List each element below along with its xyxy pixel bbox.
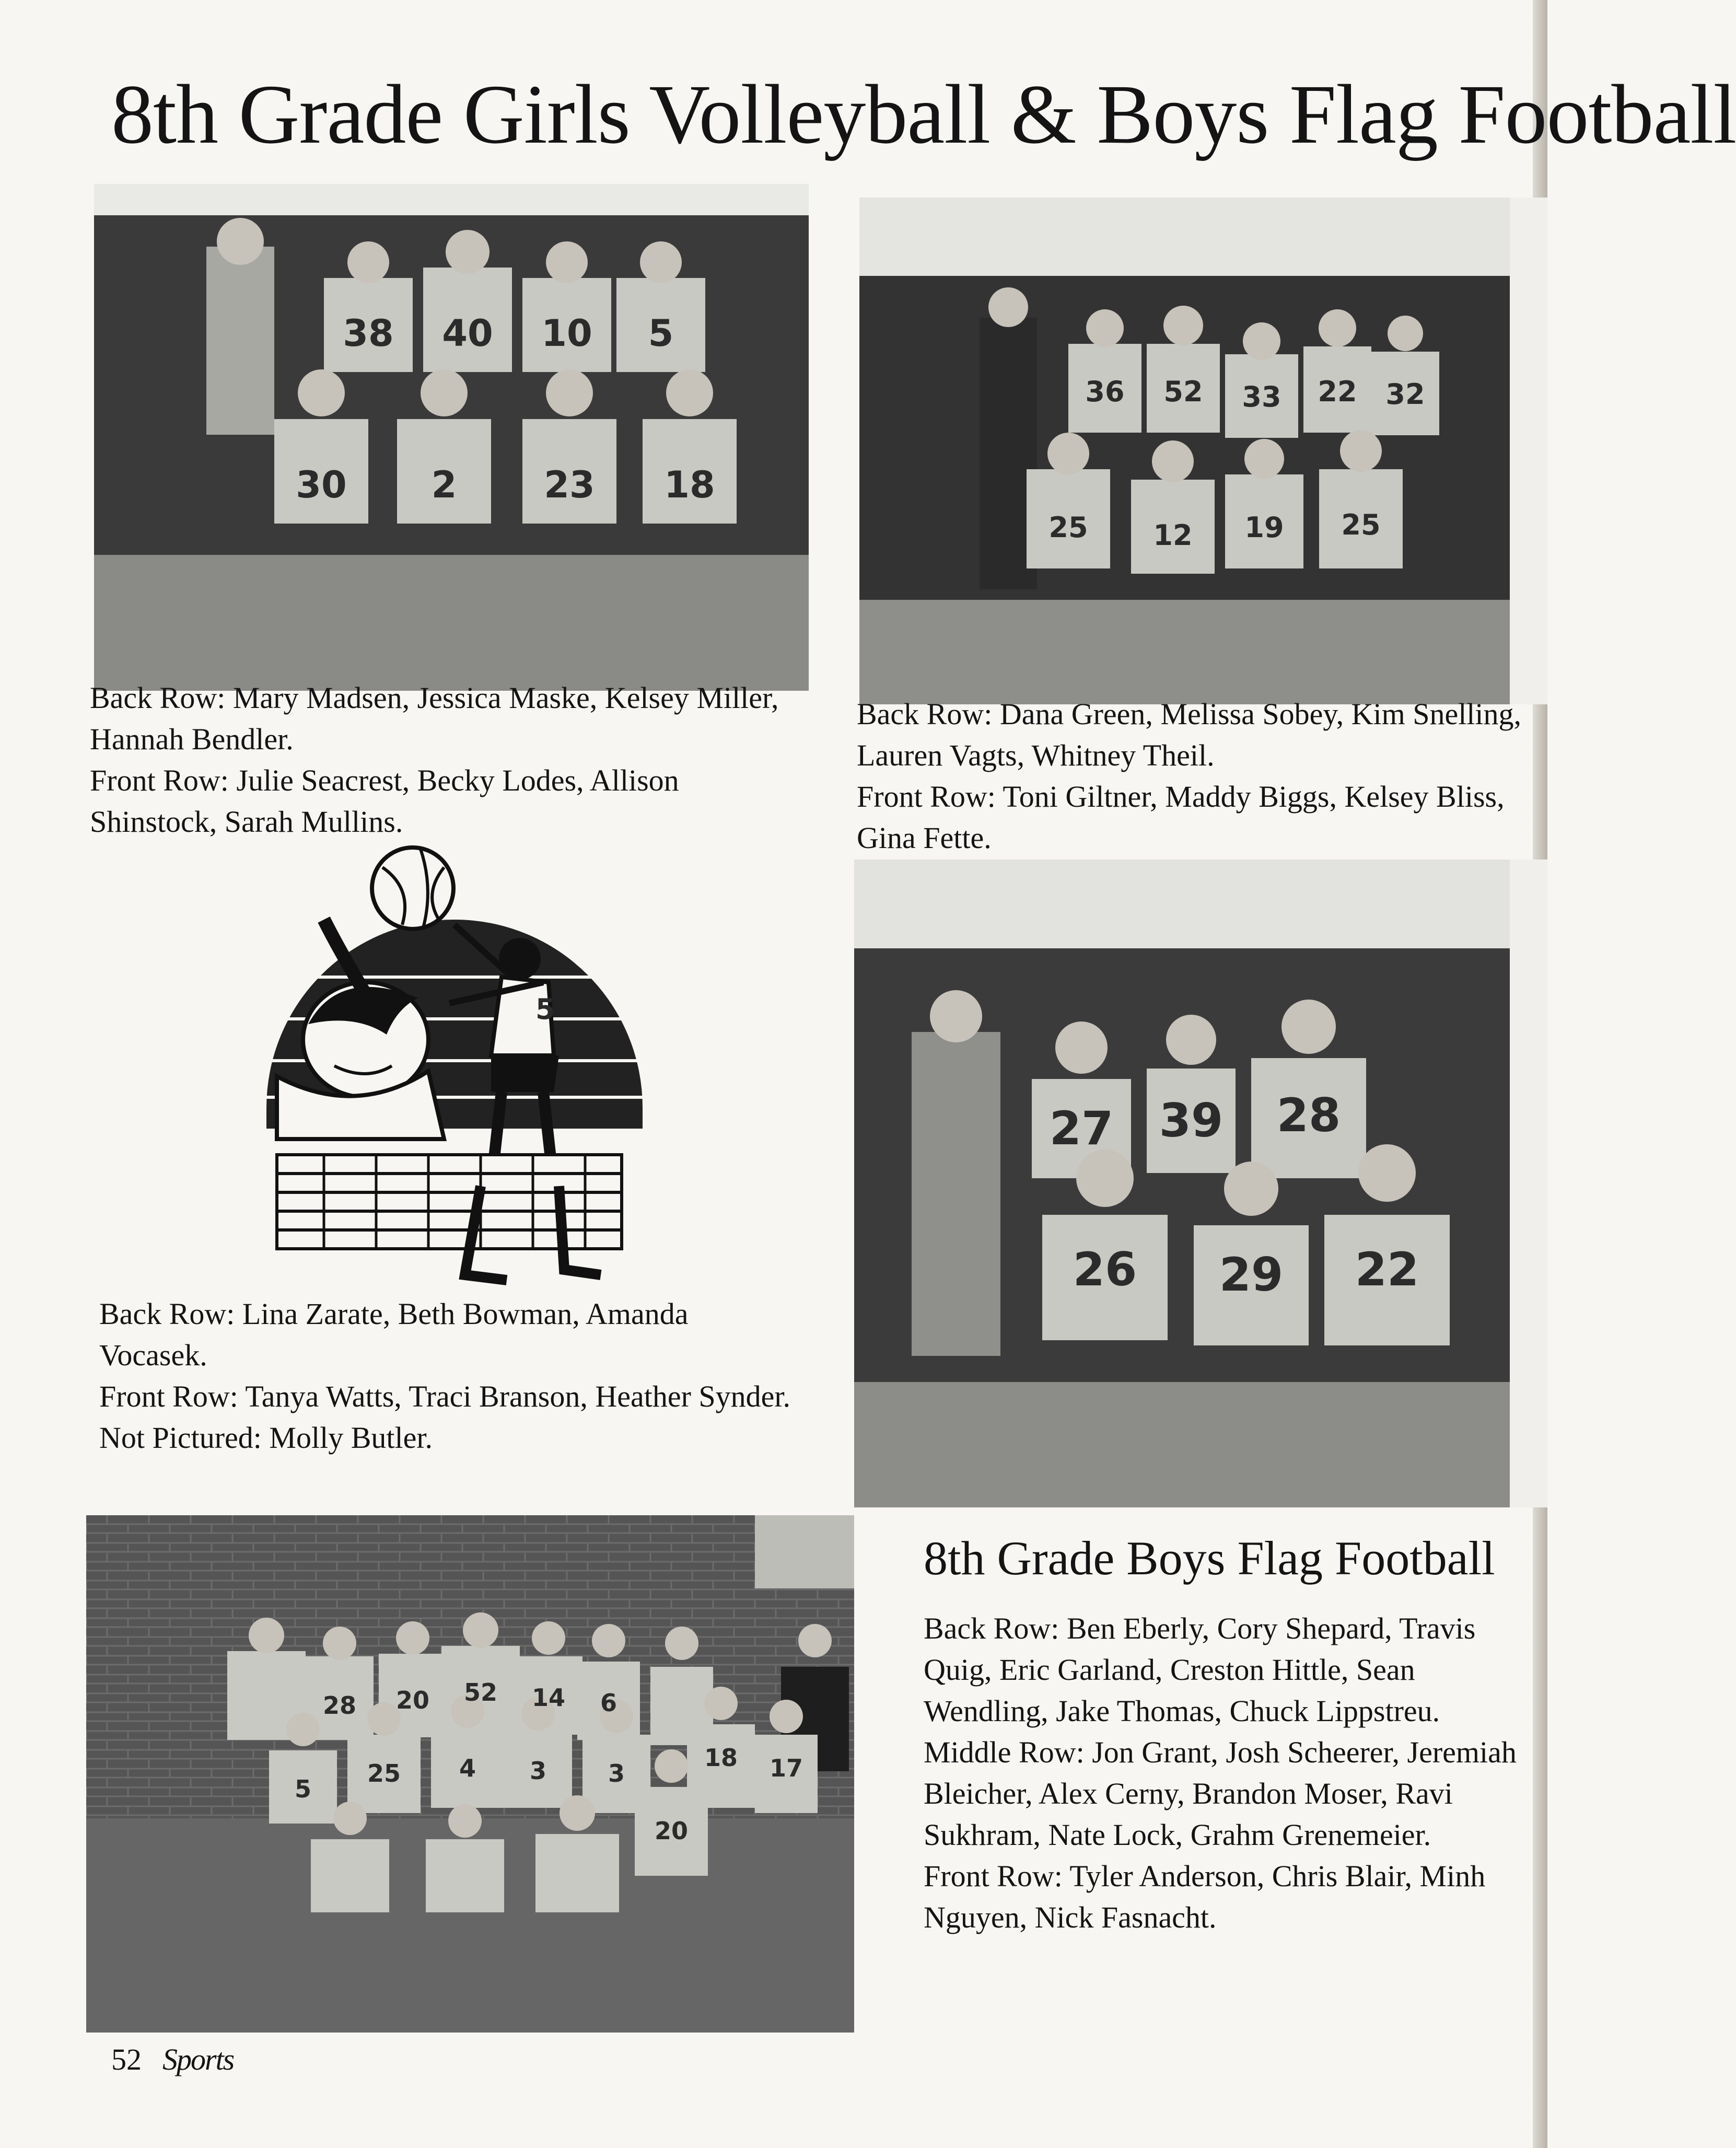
flag-football-team-photo — [86, 1515, 854, 2033]
jersey-number: 2 — [431, 463, 457, 506]
jersey-number: 5 — [648, 312, 674, 355]
caption-team-2 — [857, 693, 1525, 858]
jersey-number: 12 — [1153, 519, 1193, 552]
jersey-number: 3 — [608, 1759, 625, 1787]
jersey-number: 29 — [1219, 1248, 1284, 1302]
volleyball-team-photo-2 — [859, 198, 1547, 704]
caption-back-row: Back Row: Lina Zarate, Beth Bowman, Amanda Vocasek. — [99, 1297, 689, 1372]
volleyball-player-illustration — [246, 846, 663, 1291]
jersey-number: 6 — [600, 1689, 617, 1717]
page-number: 52 — [111, 2042, 142, 2076]
caption-back-row: Back Row: Ben Eberly, Cory Shepard, Travis Quig, Eric Garland, Creston Hittle, Sean Wendling, Jake Thomas, Chuck Lippstreu. — [924, 1611, 1476, 1728]
jersey-number: 10 — [541, 312, 592, 355]
jersey-number: 25 — [367, 1759, 401, 1787]
svg-text:5: 5 — [535, 993, 555, 1026]
jersey-number: 30 — [296, 463, 347, 506]
caption-front-row: Front Row: Tanya Watts, Traci Branson, Heather Synder. — [99, 1379, 791, 1413]
jersey-number: 20 — [395, 1686, 430, 1714]
page-title: 8th Grade Girls Volleyball & Boys Flag Football — [111, 68, 1736, 161]
caption-football — [924, 1529, 1535, 1938]
jersey-number: 26 — [1073, 1243, 1137, 1296]
jersey-number: 3 — [529, 1757, 547, 1785]
caption-front-row: Front Row: Toni Giltner, Maddy Biggs, Kelsey Bliss, Gina Fette. — [857, 780, 1505, 855]
jersey-number: 14 — [531, 1683, 566, 1712]
caption-not-pictured: Not Pictured: Molly Butler. — [99, 1421, 433, 1455]
jersey-number: 19 — [1244, 511, 1284, 544]
caption-team-3 — [99, 1293, 799, 1458]
jersey-number: 40 — [442, 312, 493, 355]
caption-front-row: Front Row: Tyler Anderson, Chris Blair, Minh Nguyen, Nick Fasnacht. — [924, 1859, 1486, 1934]
jersey-number: 36 — [1085, 375, 1125, 408]
page-folio — [111, 2041, 234, 2078]
jersey-number: 22 — [1318, 375, 1357, 408]
jersey-number: 5 — [294, 1775, 312, 1803]
jersey-number: 39 — [1159, 1094, 1224, 1147]
jersey-number: 20 — [654, 1817, 689, 1845]
volleyball-team-photo-3 — [854, 860, 1547, 1507]
caption-front-row: Front Row: Julie Seacrest, Becky Lodes, Allison Shinstock, Sarah Mullins. — [90, 763, 679, 839]
jersey-number: 25 — [1341, 508, 1381, 541]
caption-middle-row: Middle Row: Jon Grant, Josh Scheerer, Jeremiah Bleicher, Alex Cerny, Brandon Moser, Ravi Sukhram, Nate Lock, Grahm Grenemeier. — [924, 1735, 1517, 1852]
jersey-number: 23 — [544, 463, 595, 506]
jersey-number: 18 — [704, 1744, 738, 1772]
jersey-number: 38 — [343, 312, 394, 355]
jersey-number: 4 — [459, 1754, 476, 1782]
volleyball-team-photo-1 — [94, 184, 809, 691]
jersey-number: 32 — [1385, 378, 1425, 411]
jersey-number: 33 — [1242, 380, 1281, 413]
jersey-number: 52 — [1163, 375, 1203, 408]
caption-team-1 — [90, 677, 790, 842]
jersey-number: 25 — [1048, 511, 1088, 544]
jersey-number: 28 — [322, 1691, 357, 1720]
caption-back-row: Back Row: Dana Green, Melissa Sobey, Kim Snelling, Lauren Vagts, Whitney Theil. — [857, 697, 1522, 772]
caption-back-row: Back Row: Mary Madsen, Jessica Maske, Kelsey Miller, Hannah Bendler. — [90, 681, 779, 756]
jersey-number: 52 — [463, 1678, 498, 1706]
jersey-number: 28 — [1276, 1088, 1341, 1142]
jersey-number: 22 — [1355, 1243, 1419, 1296]
section-name: Sports — [162, 2042, 234, 2076]
football-heading: 8th Grade Boys Flag Football — [924, 1531, 1495, 1585]
jersey-number: 18 — [664, 463, 715, 506]
jersey-number: 17 — [769, 1754, 803, 1782]
jersey-number: 27 — [1049, 1101, 1114, 1155]
